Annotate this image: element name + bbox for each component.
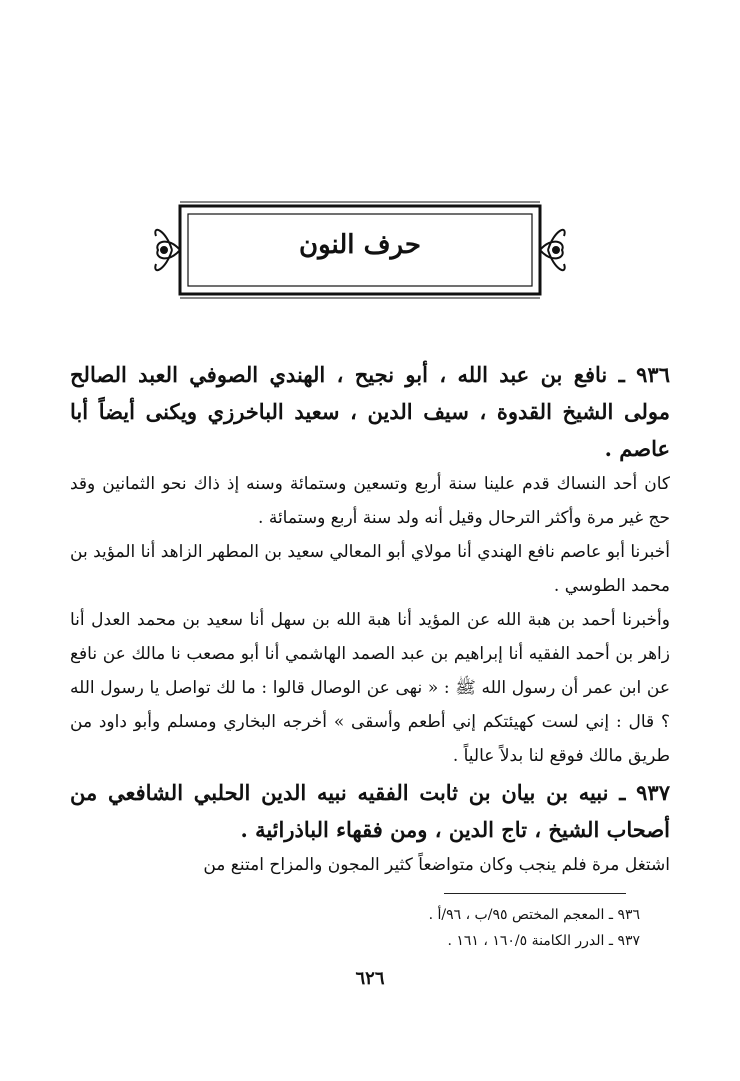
section-title-frame <box>150 200 570 300</box>
entry-936-paragraph-1: كان أحد النساك قدم علينا سنة أربع وتسعين وستمائة وسنه إذ ذاك نحو الثمانين وقد حج غير مرة وأكثر الترحال وقيل أنه ولد سنة أربع وستمائة . <box>70 474 670 528</box>
entry-937-paragraph-1: اشتغل مرة فلم ينجب وكان متواضعاً كثير المجون والمزاح امتنع من <box>203 855 670 875</box>
entry-936-paragraph-3: وأخبرنا أحمد بن هبة الله عن المؤيد أنا هبة الله بن سهل أنا سعيد بن محمد العدل أنا زاهر بن أحمد الفقيه أنا إبراهيم بن عبد الصمد الهاشمي أنا أبو مصعب نا مالك عن نافع عن ابن عمر أن رسول الله ﷺ : « نهى عن الوصال قالوا : ما لك تواصل يا رسول الله ؟ قال : إني لست كهيئتكم إني أطعم وأسقى » أخرجه البخاري ومسلم وأبو داود من طريق مالك فوقع لنا بدلاً عالياً . <box>70 610 670 766</box>
footnote-937: ٩٣٧ ـ الدرر الكامنة ١٦٠/٥ ، ١٦١ . <box>447 933 640 949</box>
section-title: حرف النون <box>299 230 421 260</box>
entry-936 <box>70 356 670 773</box>
footnote-divider <box>444 893 626 894</box>
entry-936-paragraph-2: أخبرنا أبو عاصم نافع الهندي أنا مولاي أبو المعالي سعيد بن المطهر الزاهد أنا المؤيد بن محمد الطوسي . <box>70 542 670 596</box>
page-number: ٦٢٦ <box>355 968 385 989</box>
entry-937-heading: ٩٣٧ ـ نبيه بن بيان بن ثابت الفقيه نبيه الدين الحلبي الشافعي من أصحاب الشيخ ، تاج الدين ، ومن فقهاء الباذرائية . <box>70 780 670 842</box>
footnote-936: ٩٣٦ ـ المعجم المختص ٩٥/ب ، ٩٦/أ . <box>428 907 640 923</box>
entry-936-heading: ٩٣٦ ـ نافع بن عبد الله ، أبو نجيح ، الهندي الصوفي العبد الصالح مولى الشيخ القدوة ، سيف الدين ، سعيد الباخرزي ويكنى أيضاً أبا عاصم . <box>70 362 670 461</box>
footnotes <box>380 902 640 954</box>
entry-937 <box>70 774 670 882</box>
